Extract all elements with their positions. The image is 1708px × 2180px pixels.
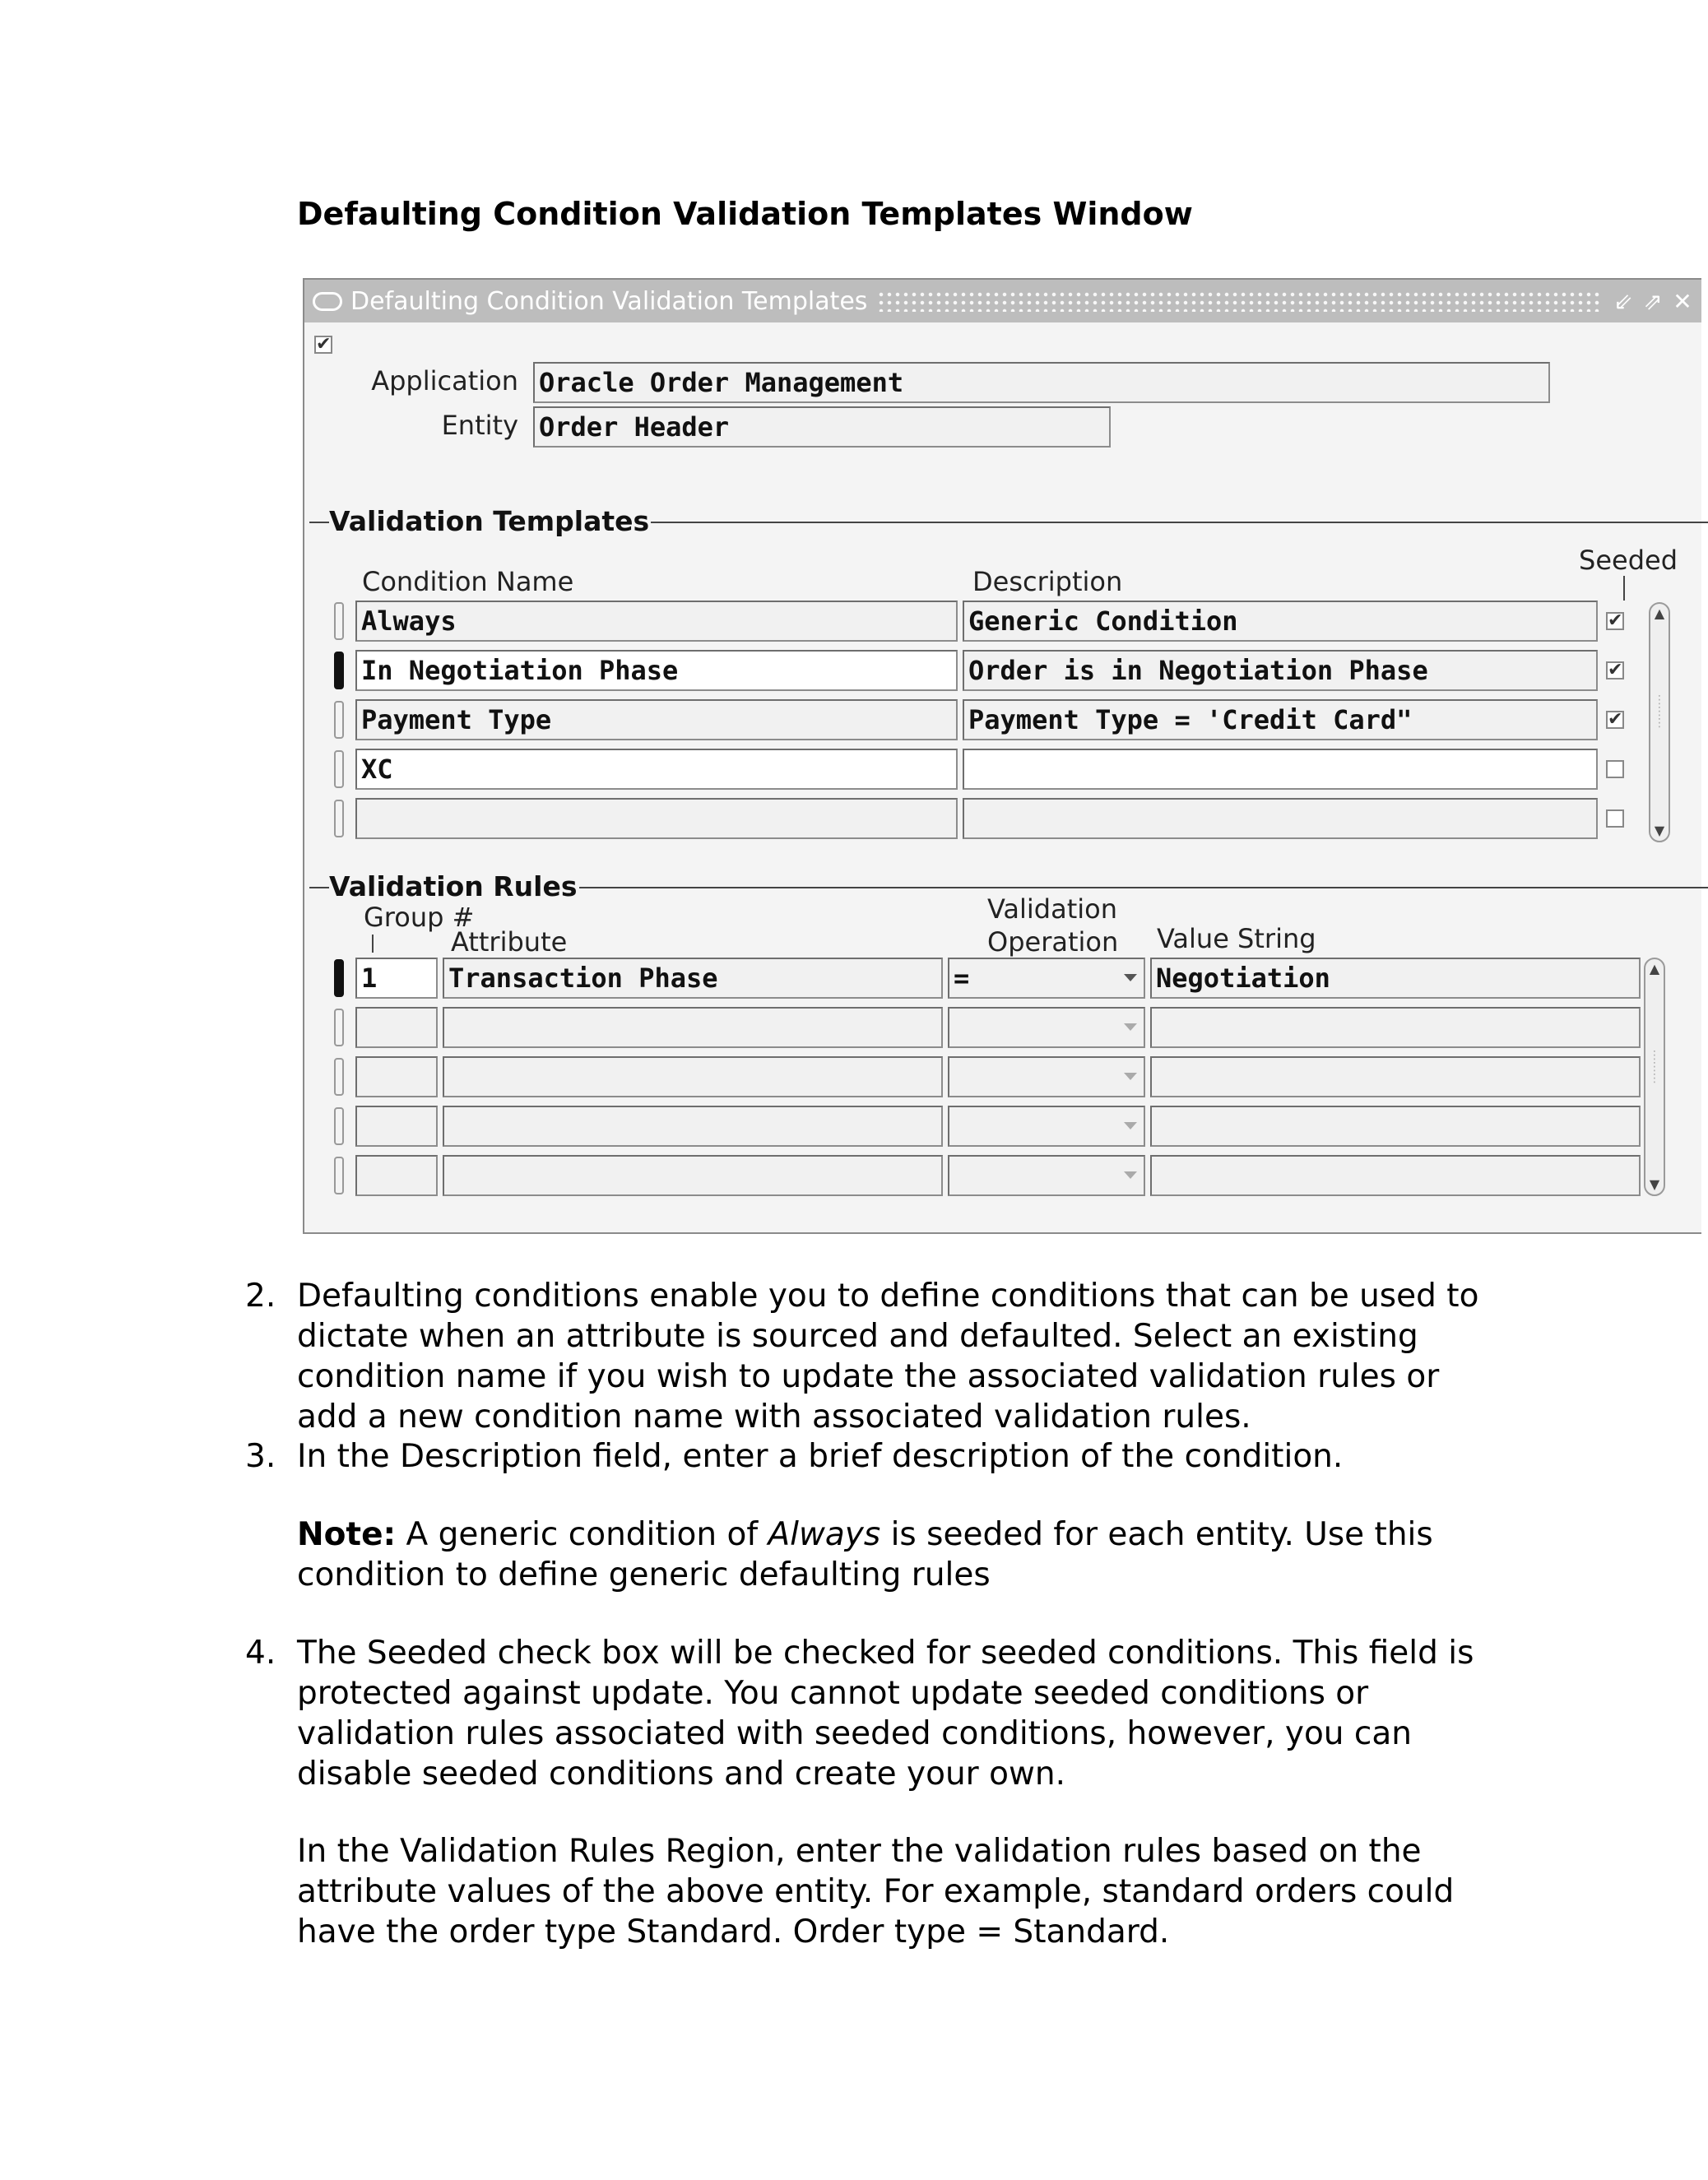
row-indicator[interactable] bbox=[334, 1009, 344, 1046]
note-paragraph bbox=[297, 1514, 1490, 1595]
group-cell[interactable] bbox=[355, 1007, 438, 1048]
list-number: 3. bbox=[245, 1438, 276, 1475]
seeded-header: Seeded bbox=[1579, 545, 1678, 576]
row-indicator-current[interactable] bbox=[334, 652, 344, 689]
window-titlebar[interactable] bbox=[304, 280, 1701, 322]
header-record-checkbox[interactable]: ✔ bbox=[316, 334, 332, 355]
description-header: Description bbox=[972, 566, 1123, 597]
maximize-icon[interactable]: ⇗ bbox=[1643, 287, 1663, 315]
value-string-cell[interactable] bbox=[1150, 1155, 1641, 1196]
condition-name-cell[interactable]: In Negotiation Phase bbox=[355, 650, 958, 691]
group-cell[interactable]: 1 bbox=[355, 958, 438, 999]
final-paragraph: In the Validation Rules Region, enter the validation rules based on the attribute values of the above entity. For example, standard orders could have the order type Standard. Order type = Standard. bbox=[297, 1833, 1455, 1950]
minimize-icon[interactable]: ⇙ bbox=[1613, 287, 1633, 315]
seeded-checkbox bbox=[1606, 809, 1624, 828]
group-cell[interactable] bbox=[355, 1106, 438, 1147]
value-string-cell[interactable]: Negotiation bbox=[1150, 958, 1641, 999]
list-item-4-text: The Seeded check box will be checked for seeded conditions. This field is protected against update. You cannot update seeded conditions or validation rules associated with seeded conditions, however, you can disable seeded conditions and create your own. bbox=[297, 1635, 1474, 1793]
note-pre: A generic condition of bbox=[396, 1516, 768, 1553]
scroll-down-icon[interactable]: ▼ bbox=[1654, 823, 1665, 838]
attribute-cell[interactable]: Transaction Phase bbox=[443, 958, 943, 999]
scroll-grip[interactable]: ⋮ ⋮ ⋮ bbox=[1649, 1049, 1660, 1085]
description-cell[interactable] bbox=[963, 749, 1598, 790]
rules-section-title: Validation Rules bbox=[329, 870, 578, 902]
operation-value: = bbox=[954, 962, 970, 994]
value-string-header: Value String bbox=[1157, 923, 1316, 954]
chevron-down-icon[interactable] bbox=[1124, 1171, 1137, 1179]
operation-select[interactable] bbox=[948, 958, 1145, 999]
titlebar-grip bbox=[877, 290, 1603, 312]
chevron-down-icon[interactable] bbox=[1124, 1073, 1137, 1080]
seeded-checkbox: ✔ bbox=[1608, 660, 1623, 680]
group-header: Group # bbox=[364, 902, 475, 933]
seeded-header-tick bbox=[1623, 576, 1625, 601]
operation-select[interactable] bbox=[948, 1056, 1145, 1097]
rules-scrollbar[interactable] bbox=[1644, 958, 1665, 1196]
chevron-down-icon[interactable] bbox=[1124, 1023, 1137, 1031]
operation-select[interactable] bbox=[948, 1155, 1145, 1196]
attribute-cell[interactable] bbox=[443, 1106, 943, 1147]
row-indicator[interactable] bbox=[334, 800, 344, 837]
operation-select[interactable] bbox=[948, 1007, 1145, 1048]
operation-header-line2: Operation bbox=[987, 926, 1119, 958]
scroll-grip[interactable]: ⋮ ⋮ ⋮ bbox=[1654, 693, 1665, 730]
description-cell[interactable] bbox=[963, 798, 1598, 839]
note-emphasis: Always bbox=[768, 1516, 881, 1553]
row-indicator[interactable] bbox=[334, 701, 344, 739]
row-indicator[interactable] bbox=[334, 750, 344, 788]
templates-section-title: Validation Templates bbox=[329, 505, 650, 537]
chevron-down-icon[interactable] bbox=[1124, 1122, 1137, 1129]
list-number: 2. bbox=[245, 1278, 276, 1315]
application-field[interactable]: Oracle Order Management bbox=[533, 362, 1550, 403]
group-cell[interactable] bbox=[355, 1056, 438, 1097]
row-indicator-current[interactable] bbox=[334, 959, 344, 997]
note-post: is seeded for each entity. Use this condition to define generic defaulting rules bbox=[297, 1516, 1433, 1593]
application-label: Application bbox=[371, 365, 518, 397]
group-cell[interactable] bbox=[355, 1155, 438, 1196]
entity-label: Entity bbox=[441, 410, 518, 441]
condition-name-cell[interactable]: Payment Type bbox=[355, 699, 958, 740]
window-title: Defaulting Condition Validation Templates bbox=[350, 286, 868, 316]
row-indicator[interactable] bbox=[334, 602, 344, 640]
seeded-checkbox bbox=[1606, 760, 1624, 778]
forms-window bbox=[303, 278, 1701, 1234]
description-cell[interactable]: Order is in Negotiation Phase bbox=[963, 650, 1598, 691]
operation-select[interactable] bbox=[948, 1106, 1145, 1147]
value-string-cell[interactable] bbox=[1150, 1106, 1641, 1147]
row-indicator[interactable] bbox=[334, 1107, 344, 1145]
seeded-checkbox: ✔ bbox=[1608, 610, 1623, 631]
value-string-cell[interactable] bbox=[1150, 1007, 1641, 1048]
row-indicator[interactable] bbox=[334, 1058, 344, 1096]
scroll-up-icon[interactable]: ▲ bbox=[1649, 961, 1660, 976]
note-label: Note: bbox=[297, 1516, 397, 1553]
document-heading: Defaulting Condition Validation Templates Window bbox=[297, 196, 1193, 232]
list-number: 4. bbox=[245, 1635, 276, 1672]
list-item-2-text: Defaulting conditions enable you to define conditions that can be used to dictate when an attribute is sourced and defaulted. Select an existing condition name if you wish to update the associated validation rules or add a new condition name with associated validation rules. bbox=[297, 1278, 1479, 1436]
attribute-cell[interactable] bbox=[443, 1007, 943, 1048]
group-header-tick bbox=[372, 935, 374, 953]
description-cell[interactable]: Payment Type = 'Credit Card" bbox=[963, 699, 1598, 740]
operation-header-line1: Validation bbox=[987, 893, 1118, 925]
attribute-cell[interactable] bbox=[443, 1056, 943, 1097]
window-menu-icon[interactable] bbox=[313, 292, 342, 311]
condition-name-header: Condition Name bbox=[362, 566, 574, 597]
list-item-3-text: In the Description field, enter a brief description of the condition. bbox=[297, 1438, 1344, 1475]
templates-scrollbar[interactable] bbox=[1649, 602, 1670, 842]
attribute-cell[interactable] bbox=[443, 1155, 943, 1196]
close-icon[interactable]: ✕ bbox=[1673, 287, 1692, 315]
condition-name-cell[interactable]: Always bbox=[355, 601, 958, 642]
description-cell[interactable]: Generic Condition bbox=[963, 601, 1598, 642]
scroll-up-icon[interactable]: ▲ bbox=[1654, 605, 1665, 621]
attribute-header: Attribute bbox=[451, 926, 568, 958]
value-string-cell[interactable] bbox=[1150, 1056, 1641, 1097]
scroll-down-icon[interactable]: ▼ bbox=[1649, 1176, 1660, 1192]
seeded-checkbox: ✔ bbox=[1608, 709, 1623, 730]
row-indicator[interactable] bbox=[334, 1157, 344, 1194]
chevron-down-icon[interactable] bbox=[1124, 974, 1137, 981]
condition-name-cell[interactable] bbox=[355, 798, 958, 839]
entity-field[interactable]: Order Header bbox=[533, 406, 1111, 448]
condition-name-cell[interactable]: XC bbox=[355, 749, 958, 790]
